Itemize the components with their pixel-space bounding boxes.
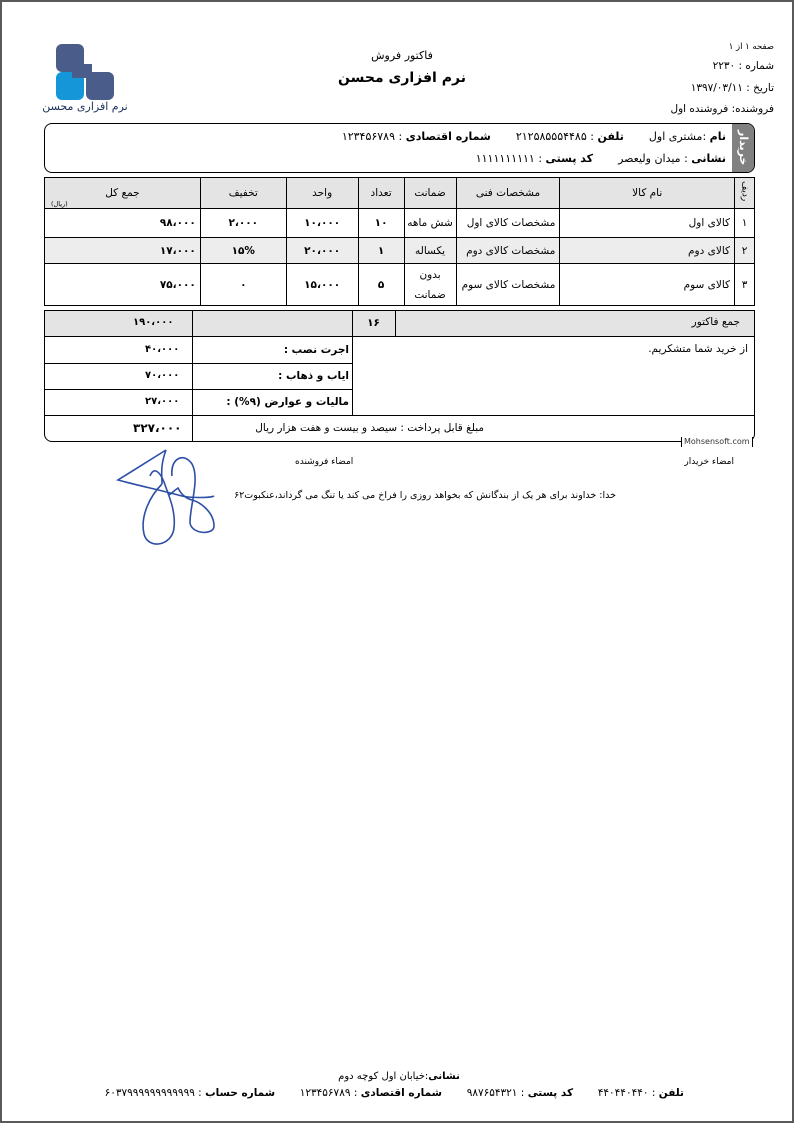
company-name: نرم افزاری محسن [338,70,466,86]
footer-postal-label: کد پستی [527,1087,574,1099]
item-qty: ۵ [358,264,404,306]
col-header-spec: مشخصات فنی [456,178,560,209]
col-header-index: ردیف [735,178,755,209]
buyer-name-label: نام [709,130,726,143]
row-index: ۳ [735,264,755,306]
footer-account-label: شماره حساب [205,1087,276,1099]
tax-value: ۲۷،۰۰۰ [145,396,180,407]
item-warranty: شش ماهه [404,209,456,238]
total-qty: ۱۶ [367,317,380,329]
buyer-row-1 [342,130,726,143]
buyer-address-label: نشانی [691,152,726,165]
col-header-total: جمع کل (ریال) [45,178,201,209]
item-warranty: بدون ضمانت [404,264,456,306]
col-header-qty: تعداد [358,178,404,209]
item-name: کالای اول [560,209,735,238]
footer-address [2,1071,794,1082]
item-discount: ۰ [200,264,286,306]
currency-note: (ریال) [51,200,68,208]
item-name: کالای دوم [560,238,735,264]
item-total: ۷۵،۰۰۰ [45,264,201,306]
buyer-name: :مشتری اول [648,130,707,143]
table-row [45,209,755,238]
footer-postal-code: : ۹۸۷۶۵۴۳۲۱ [466,1087,525,1099]
buyer-econ-label: شماره اقتصادی [405,130,491,143]
footer-contact-info [105,1087,684,1099]
invoice-number: شماره : ۲۲۳۰ [712,60,774,72]
footer-phone-label: تلفن [658,1087,684,1099]
transport-fee-value: ۷۰،۰۰۰ [145,370,180,381]
buyer-postal-code: : ۱۱۱۱۱۱۱۱۱۱ [475,152,543,165]
seller-name: فروشنده: فروشنده اول [670,103,774,115]
buyer-phone-label: تلفن [597,130,624,143]
install-fee-value: ۴۰،۰۰۰ [145,344,180,355]
invoice-total-label: جمع فاکتور [691,316,740,328]
item-unit-price: ۱۰،۰۰۰ [286,209,358,238]
transport-fee-label: ایاب و ذهاب : [278,370,349,382]
buyer-tag: خریدار [732,124,754,172]
totals-box [44,310,755,446]
footer-account-number: : ۶۰۳۷۹۹۹۹۹۹۹۹۹۹۹۹ [104,1087,202,1099]
item-qty: ۱ [358,238,404,264]
signature-image [110,446,220,550]
item-total: ۱۷،۰۰۰ [45,238,201,264]
item-warranty: یکساله [404,238,456,264]
items-table [44,177,755,306]
buyer-postal-label: کد پستی [545,152,594,165]
tax-label: مالیات و عوارض (۹%) : [226,396,349,408]
item-spec: مشخصات کالای سوم [456,264,560,306]
item-spec: مشخصات کالای اول [456,209,560,238]
buyer-address: : میدان ولیعصر [618,152,688,165]
col-header-unit-price: واحد [286,178,358,209]
item-qty: ۱۰ [358,209,404,238]
col-header-warranty: ضمانت [404,178,456,209]
install-fee-label: اجرت نصب : [283,344,349,356]
payable-amount-words: مبلغ قابل پرداخت : سیصد و بیست و هفت هزار ریال [255,422,484,434]
watermark: Mohsensoft.com [681,437,753,447]
item-spec: مشخصات کالای دوم [456,238,560,264]
seller-signature-label: امضاء فروشنده [295,457,354,467]
payable-amount: ۳۲۷،۰۰۰ [133,421,182,435]
col-header-name: نام کالا [560,178,735,209]
item-name: کالای سوم [560,264,735,306]
table-row [45,264,755,306]
page-info: صفحه ۱ از ۱ [728,42,774,52]
buyer-signature-label: امضاء خریدار [684,457,734,467]
buyer-box [44,123,755,173]
document-type: فاکتور فروش [371,49,433,62]
item-unit-price: ۲۰،۰۰۰ [286,238,358,264]
col-header-discount: تخفیف [200,178,286,209]
table-row [45,238,755,264]
item-discount: ۱۵% [200,238,286,264]
thank-you-note: از خرید شما متشکریم. [648,343,748,355]
logo-text: نرم افزاری محسن [42,100,128,113]
item-unit-price: ۱۵،۰۰۰ [286,264,358,306]
invoice-date: تاریخ : ۱۳۹۷/۰۳/۱۱ [690,82,774,94]
table-header-row [45,178,755,209]
footer-address-label: نشانی [428,1071,460,1082]
footer-address-value: :خیابان اول کوچه دوم [338,1071,429,1082]
row-index: ۲ [735,238,755,264]
footer-phone: : ۴۴۰۴۴۰۴۴۰ [597,1087,656,1099]
item-discount: ۲،۰۰۰ [200,209,286,238]
buyer-phone: : ۲۱۲۵۸۵۵۵۴۴۸۵ [515,130,594,143]
row-index: ۱ [735,209,755,238]
buyer-row-2 [476,152,726,165]
item-total: ۹۸،۰۰۰ [45,209,201,238]
buyer-econ-number: : ۱۲۳۴۵۶۷۸۹ [341,130,403,143]
invoice-subtotal: ۱۹۰،۰۰۰ [133,317,174,328]
footer-econ-number: : ۱۲۳۴۵۶۷۸۹ [299,1087,358,1099]
footer-econ-label: شماره اقتصادی [360,1087,442,1099]
verse-text: خدا: خداوند برای هر یک از بندگانش که بخواهد روزی را فراخ می کند یا تنگ می گرداند،عنکبوت۶۲ [234,490,616,501]
